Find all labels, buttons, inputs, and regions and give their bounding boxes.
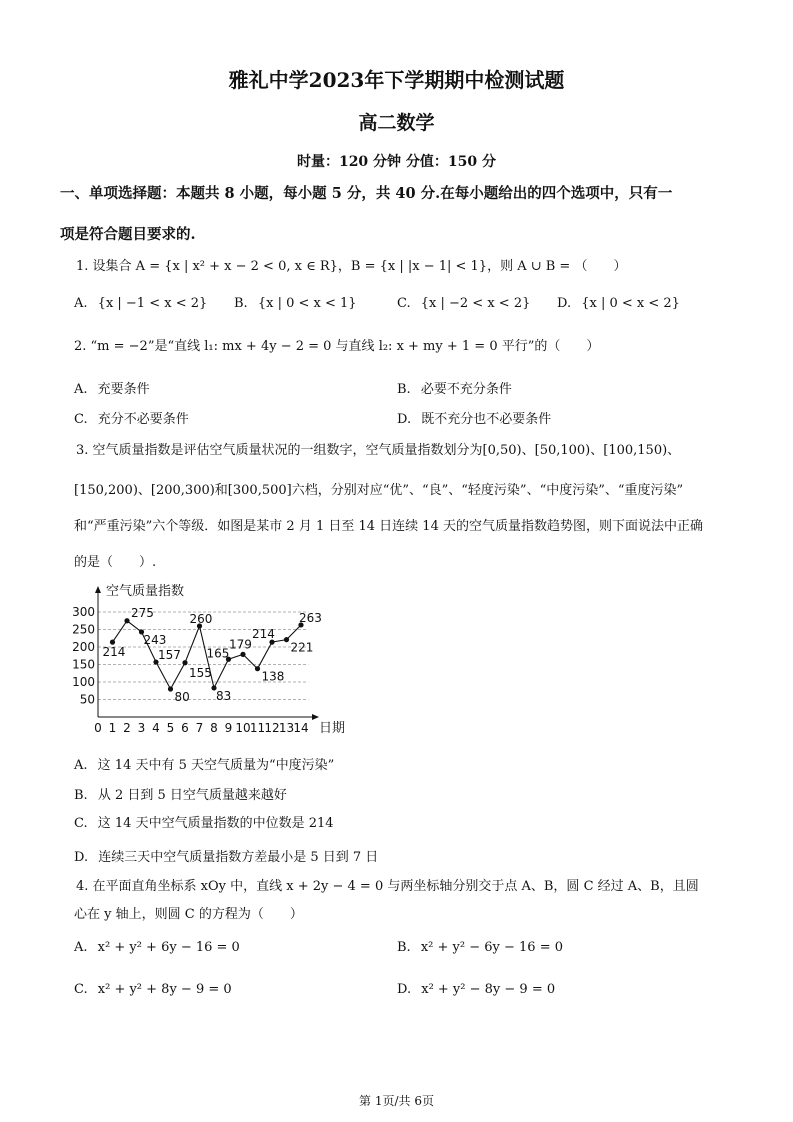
x-tick-label: 10 — [235, 721, 251, 735]
option-text: 既不充分也不必要条件 — [421, 412, 552, 427]
page-footer: 第 1页/共 6页 — [359, 1094, 434, 1108]
question-4-line1: 4. 在平面直角坐标系 xOy 中，直线 x + 2y − 4 = 0 与两坐标轴分别交于点 A、B，圆 C 经过 A、B，且圆 — [76, 879, 699, 894]
option-label: C. — [397, 296, 411, 311]
option-text: 充要条件 — [97, 382, 150, 397]
y-tick-label: 300 — [72, 605, 95, 619]
option-label: A. — [74, 382, 88, 397]
option-text: {x | 0 < x < 2} — [581, 296, 680, 311]
data-label: 138 — [261, 669, 285, 684]
y-tick-label: 50 — [79, 692, 95, 707]
data-label: 165 — [206, 646, 230, 661]
option-label: D. — [557, 296, 572, 311]
data-point — [284, 637, 289, 642]
option-label: D. — [397, 412, 412, 427]
data-label: 263 — [299, 610, 322, 625]
option-text: x² + y² − 6y − 16 = 0 — [420, 940, 563, 955]
x-tick-label: 4 — [152, 721, 160, 735]
air-quality-chart — [66, 580, 356, 738]
data-label: 214 — [102, 645, 126, 660]
question-2-stem: 2. “m = −2”是“直线 l₁: mx + 4y − 2 = 0 与直线 l₂: x + my + 1 = 0 平行”的（ ） — [74, 339, 600, 354]
option-text: 连续三天中空气质量指数方差最小是 5 日到 7 日 — [98, 850, 379, 865]
q2-option-c[interactable] — [74, 408, 189, 427]
q4-option-b[interactable] — [397, 940, 563, 955]
question-4-line2: 心在 y 轴上，则圆 C 的方程为（ ） — [74, 907, 303, 922]
x-tick-label: 0 — [94, 721, 102, 735]
q3-option-d[interactable] — [74, 846, 378, 865]
option-text: 这 14 天中空气质量指数的中位数是 214 — [97, 816, 334, 831]
option-label: C. — [74, 982, 88, 997]
y-tick-label: 200 — [72, 640, 95, 654]
section-heading-line1: 一、单项选择题：本题共 8 小题，每小题 5 分，共 40 分.在每小题给出的四个选项中，只有一 — [60, 185, 673, 202]
question-3-line4: 的是（ ）. — [74, 555, 157, 570]
y-tick-label: 150 — [72, 657, 95, 672]
option-label: C. — [74, 816, 88, 831]
q3-option-c[interactable] — [74, 812, 334, 831]
option-label: D. — [74, 850, 89, 865]
question-3-line2: [150,200)、[200,300)和[300,500]六档，分别对应“优”、“良”、“轻度污染”、“中度污染”、“重度污染” — [74, 483, 684, 498]
x-tick-label: 3 — [137, 721, 146, 735]
data-label: 221 — [290, 640, 314, 655]
x-tick-label: 5 — [166, 721, 175, 735]
question-3-line1: 3. 空气质量指数是评估空气质量状况的一组数字，空气质量指数划分为[0,50)、[50,100)、[100,150)、 — [76, 443, 681, 458]
chart-xlabel: 日期 — [319, 721, 346, 736]
data-label: 155 — [189, 665, 212, 680]
option-label: B. — [234, 296, 248, 311]
option-text: 这 14 天中有 5 天空气质量为“中度污染” — [97, 758, 335, 773]
data-point — [124, 618, 129, 623]
option-text: 从 2 日到 5 日空气质量越来越好 — [97, 788, 287, 803]
option-label: C. — [74, 412, 88, 427]
y-tick-label: 100 — [72, 675, 95, 689]
data-point — [182, 660, 187, 665]
x-tick-label: 9 — [224, 721, 233, 735]
data-point — [110, 640, 115, 645]
option-label: A. — [74, 758, 88, 773]
option-text: {x | −1 < x < 2} — [97, 296, 208, 311]
data-point — [240, 652, 245, 657]
x-axis-arrow — [312, 714, 319, 720]
x-tick-label: 14 — [293, 721, 309, 735]
q3-option-b[interactable] — [74, 784, 287, 803]
q4-option-c[interactable] — [74, 982, 232, 997]
q1-option-a[interactable] — [74, 296, 207, 311]
x-tick-label: 7 — [195, 721, 204, 735]
x-tick-label: 12 — [264, 721, 280, 735]
option-text: 充分不必要条件 — [97, 412, 189, 427]
exam-subject: 高二数学 — [358, 112, 435, 134]
x-tick-label: 6 — [181, 721, 189, 735]
option-text: {x | −2 < x < 2} — [420, 296, 531, 311]
question-3-line3: 和“严重污染”六个等级．如图是某市 2 月 1 日至 14 日连续 14 天的空气质量指数趋势图，则下面说法中正确 — [74, 519, 703, 534]
option-label: B. — [397, 940, 411, 955]
y-tick-label: 250 — [72, 622, 95, 637]
option-text: x² + y² + 6y − 16 = 0 — [97, 940, 240, 955]
option-label: A. — [74, 296, 88, 311]
data-point — [168, 686, 173, 691]
data-label: 260 — [189, 612, 213, 626]
q1-option-c[interactable] — [397, 296, 530, 311]
option-text: x² + y² + 8y − 9 = 0 — [97, 982, 232, 997]
q2-option-a[interactable] — [74, 378, 150, 397]
data-label: 80 — [174, 690, 190, 704]
exam-title: 雅礼中学2023年下学期期中检测试题 — [228, 68, 565, 92]
data-label: 179 — [229, 637, 252, 652]
exam-info: 时量：120 分钟 分值：150 分 — [296, 154, 497, 170]
x-tick-label: 11 — [249, 721, 266, 735]
question-1-stem: 1. 设集合 A = {x | x² + x − 2 < 0, x ∈ R}，B = {x | |x − 1| < 1}，则 A ∪ B = （ ） — [76, 259, 627, 274]
x-tick-label: 8 — [210, 721, 218, 735]
q2-option-d[interactable] — [397, 408, 551, 427]
q2-option-b[interactable] — [397, 378, 512, 397]
x-tick-label: 2 — [123, 721, 131, 735]
x-tick-label: 1 — [108, 721, 117, 735]
option-label: A. — [74, 940, 88, 955]
data-label: 275 — [131, 605, 154, 620]
q1-option-d[interactable] — [557, 296, 680, 311]
q1-option-b[interactable] — [234, 296, 357, 311]
data-label: 157 — [158, 648, 181, 663]
q4-option-d[interactable] — [397, 982, 555, 997]
q4-option-a[interactable] — [74, 940, 240, 955]
option-label: D. — [397, 982, 412, 997]
data-label: 214 — [252, 627, 275, 642]
option-text: x² + y² − 8y − 9 = 0 — [421, 982, 556, 997]
option-text: {x | 0 < x < 1} — [257, 296, 357, 311]
data-label: 243 — [143, 632, 167, 647]
option-label: B. — [397, 382, 411, 397]
data-label: 83 — [216, 688, 232, 703]
q3-option-a[interactable] — [74, 754, 334, 773]
section-heading-line2: 项是符合题目要求的. — [60, 226, 196, 243]
chart-title: 空气质量指数 — [106, 584, 185, 599]
x-tick-label: 13 — [278, 721, 295, 735]
data-point — [255, 666, 260, 671]
option-label: B. — [74, 788, 88, 803]
option-text: 必要不充分条件 — [420, 382, 512, 397]
y-axis-arrow — [95, 586, 101, 593]
